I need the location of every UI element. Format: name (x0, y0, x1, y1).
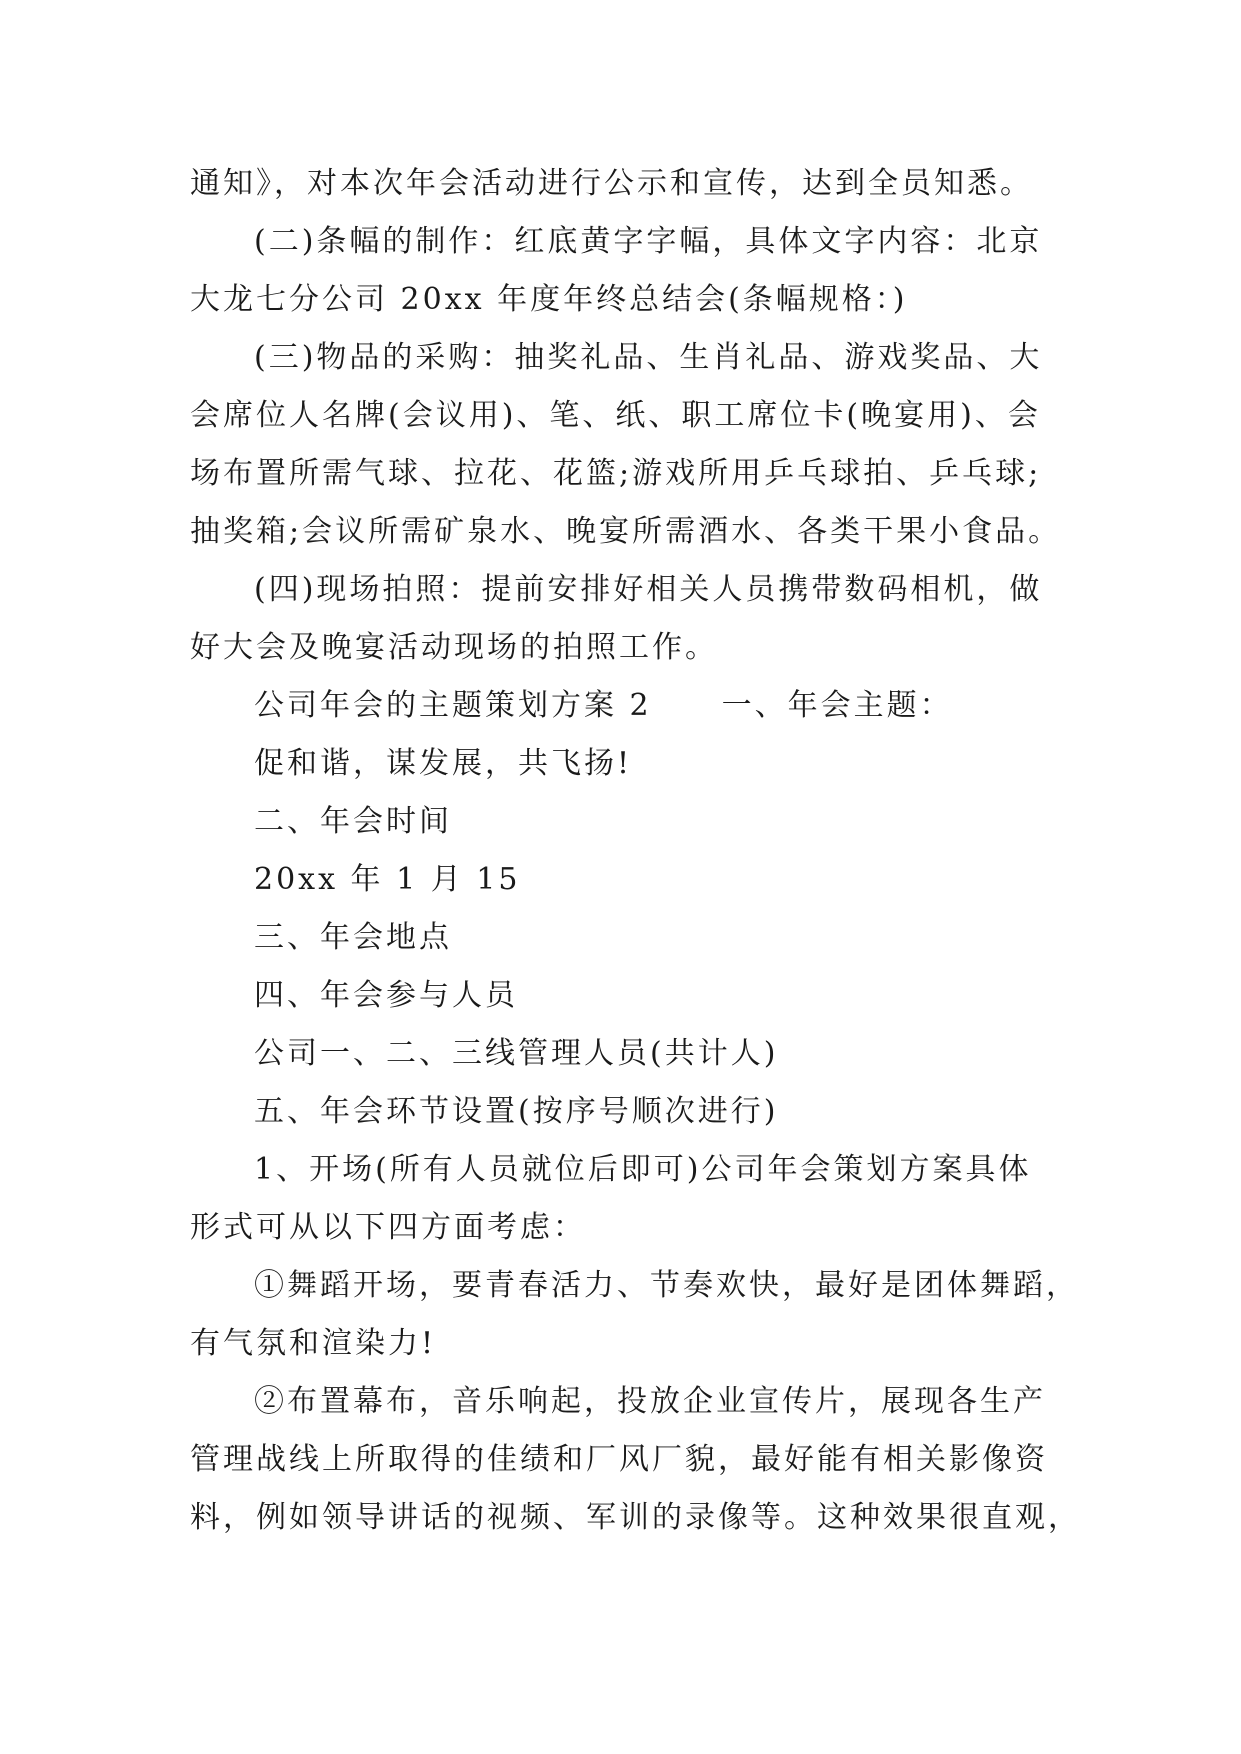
paragraph-dance-opening (190, 1257, 1079, 1373)
text-line: 20xx 年 1 月 15 (254, 862, 521, 897)
paragraph-video-opening (190, 1373, 1081, 1547)
text-line (190, 677, 1050, 735)
paragraph-agenda-heading (190, 1083, 1050, 1141)
paragraph-plan-2-heading (190, 677, 1050, 735)
paragraph-time (190, 851, 1050, 909)
text-line: 公司一、二、三线管理人员(共计人) (254, 1036, 779, 1071)
text-line: 好大会及晚宴活动现场的拍照工作。 (190, 630, 718, 665)
text-line: (四)现场拍照：提前安排好相关人员携带数码相机，做 (254, 572, 1043, 607)
section-heading: 五、年会环节设置(按序号顺次进行) (254, 1094, 779, 1129)
paragraph-participants-heading (190, 967, 1050, 1025)
document-body (190, 155, 1081, 1547)
paragraph-notice-end (190, 155, 1050, 213)
paragraph-theme (190, 735, 1050, 793)
text-line: 大龙七分公司 20xx 年度年终总结会(条幅规格：) (190, 282, 908, 317)
text-line: (三)物品的采购：抽奖礼品、生肖礼品、游戏奖品、大 (254, 340, 1043, 375)
section-heading: 二、年会时间 (254, 804, 452, 839)
section-heading: 四、年会参与人员 (254, 978, 518, 1013)
paragraph-opening (190, 1141, 1050, 1257)
text-line: 1、开场(所有人员就位后即可)公司年会策划方案具体 (254, 1152, 1032, 1187)
paragraph-time-heading (190, 793, 1050, 851)
paragraph-participants (190, 1025, 1050, 1083)
paragraph-photography (190, 561, 1050, 677)
plan-title: 公司年会的主题策划方案 2 (254, 688, 652, 723)
section-heading: 一、年会主题： (721, 688, 953, 723)
text-line: 管理战线上所取得的佳绩和厂风厂貌，最好能有相关影像资 (190, 1442, 1048, 1477)
text-line: 料，例如领导讲话的视频、军训的录像等。这种效果很直观， (190, 1500, 1081, 1535)
paragraph-banner (190, 213, 1050, 329)
paragraph-location-heading (190, 909, 1050, 967)
section-heading: 三、年会地点 (254, 920, 452, 955)
text-line: 形式可从以下四方面考虑： (190, 1210, 586, 1245)
text-line: (二)条幅的制作：红底黄字字幅，具体文字内容：北京 (254, 224, 1043, 259)
text-line: 场布置所需气球、拉花、花篮;游戏所用乒乓球拍、乒乓球; (190, 456, 1042, 491)
text-line: ②布置幕布，音乐响起，投放企业宣传片，展现各生产 (254, 1384, 1046, 1419)
text-line: ①舞蹈开场，要青春活力、节奏欢快，最好是团体舞蹈， (254, 1268, 1079, 1303)
text-line: 抽奖箱;会议所需矿泉水、晚宴所需酒水、各类干果小食品。 (190, 514, 1062, 549)
text-line: 通知》，对本次年会活动进行公示和宣传，达到全员知悉。 (190, 166, 1033, 201)
text-line: 有气氛和渲染力! (190, 1326, 437, 1361)
text-line: 会席位人名牌(会议用)、笔、纸、职工席位卡(晚宴用)、会 (190, 398, 1041, 433)
text-line: 促和谐，谋发展，共飞扬! (254, 746, 633, 781)
paragraph-purchasing (190, 329, 1062, 561)
